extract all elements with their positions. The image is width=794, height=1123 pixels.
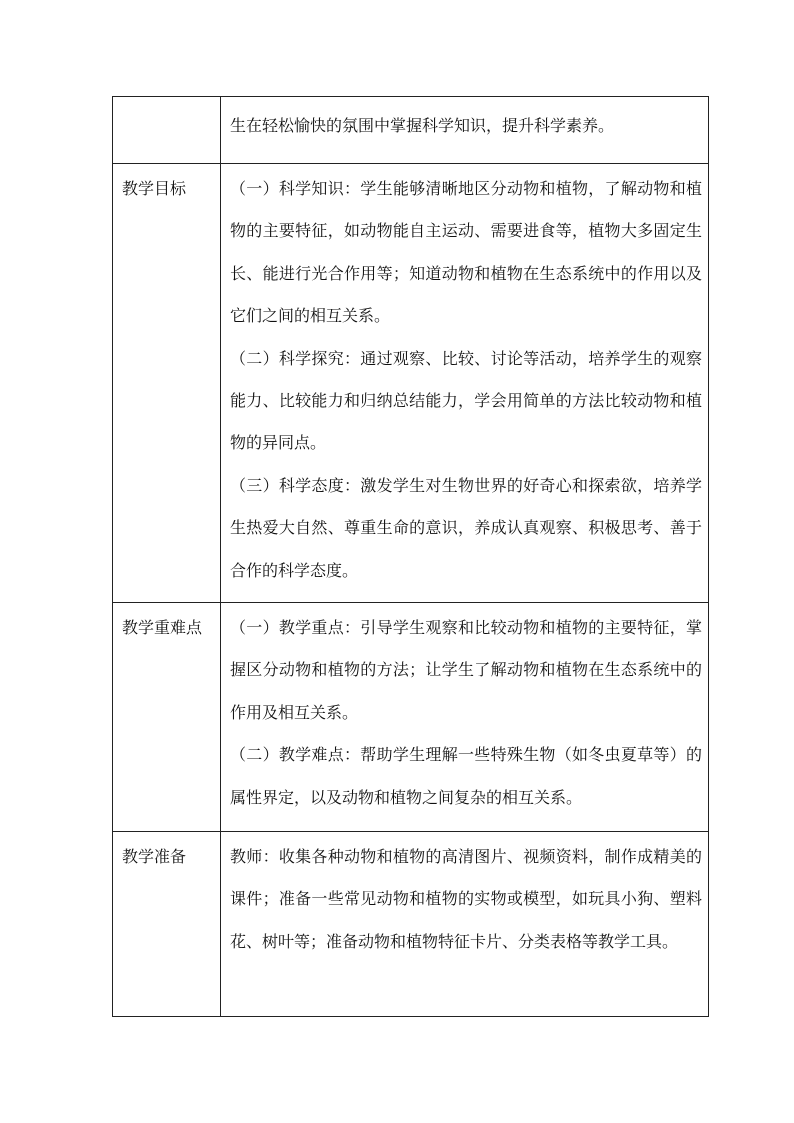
row-label-teaching-preparation: 教学准备 [113,832,221,1017]
row-content-key-difficult-points [221,603,709,832]
row-label-empty [113,97,221,164]
row-content-continuation [221,97,709,164]
content-paragraph: （三）科学态度：激发学生对生物世界的好奇心和探索欲，培养学生热爱大自然、尊重生命的意识，养成认真观察、积极思考、善于合作的科学态度。 [230,475,702,580]
content-paragraph: 教师：收集各种动物和植物的高清图片、视频资料，制作成精美的课件；准备一些常见动物和植物的实物或模型，如玩具小狗、塑料花、树叶等；准备动物和植物特征卡片、分类表格等教学工具。 [230,847,702,951]
table-row [113,603,709,832]
table-row [113,164,709,603]
row-label-key-difficult-points: 教学重难点 [113,603,221,832]
content-paragraph: （二）教学难点：帮助学生理解一些特殊生物（如冬虫夏草等）的属性界定，以及动物和植物之间复杂的相互关系。 [230,745,702,807]
row-label-teaching-objectives: 教学目标 [113,164,221,603]
row-content-teaching-objectives [221,164,709,603]
content-paragraph: （二）科学探究：通过观察、比较、讨论等活动，培养学生的观察能力、比较能力和归纳总结能力，学会用简单的方法比较动物和植物的异同点。 [230,348,702,453]
lesson-plan-table [112,96,709,1017]
table-row [113,832,709,1017]
content-paragraph: 生在轻松愉快的氛围中掌握科学知识，提升科学素养。 [230,116,615,135]
table-row [113,97,709,164]
content-paragraph: （一）科学知识：学生能够清晰地区分动物和植物，了解动物和植物的主要特征，如动物能自主运动、需要进食等，植物大多固定生长、能进行光合作用等；知道动物和植物在生态系统中的作用以及它们之间的相互关系。 [230,179,702,326]
content-paragraph: （一）教学重点：引导学生观察和比较动物和植物的主要特征，掌握区分动物和植物的方法；让学生了解动物和植物在生态系统中的作用及相互关系。 [230,618,702,722]
row-content-teaching-preparation [221,832,709,1017]
